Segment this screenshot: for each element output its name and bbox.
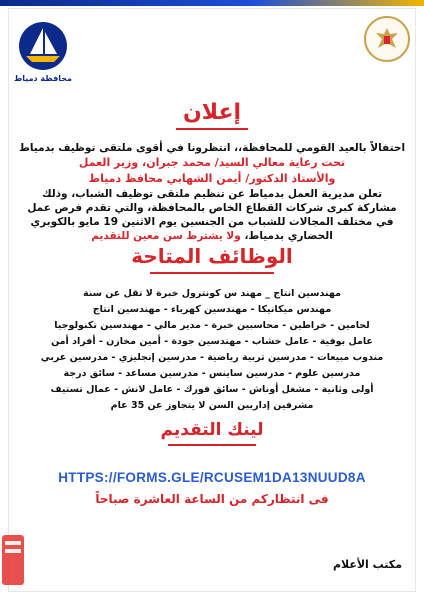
intro-line-6: في مختلف المجالات للشباب من الجنسين يوم الاثنين 19 مايو بالكوبري bbox=[30, 216, 394, 228]
announcement-title: إعلان bbox=[182, 100, 242, 125]
patronage-line-1: تحت رعاية معالي السيد/ محمد جبران، وزير العمل bbox=[78, 156, 346, 169]
media-office-signature: مكتب الأعلام bbox=[332, 558, 402, 571]
job-line: مشرفين إداريين السن لا يتجاوز عن 35 عام bbox=[110, 400, 314, 411]
job-line: مهندس ميكانيكا - مهندسين كهرباء - مهندسين انتاج bbox=[92, 304, 332, 315]
egypt-eagle-emblem bbox=[364, 16, 410, 62]
job-line: مندوب مبيعات - مدرسين تربية رياضية - مدرسين إنجليزي - مدرسين عربي bbox=[40, 352, 384, 363]
application-url-link[interactable]: HTTPS://FORMS.GLE/RCUSEM1DA13NUUD8A bbox=[58, 470, 366, 485]
job-line: عامل بوفية - عامل خشاب - مهندسين جودة - أمين مخازن - أفراد أمن bbox=[51, 336, 373, 347]
no-age-limit-note: ولا يشترط سن معين للتقديم bbox=[91, 230, 241, 242]
intro-line-4: تعلن مديرية العمل بدمياط عن تنظيم ملتقى توظيف الشباب، وذلك bbox=[41, 188, 383, 200]
available-jobs-title: الوظائف المتاحة bbox=[131, 244, 293, 268]
governorate-label: محافظة دمياط bbox=[13, 74, 73, 83]
job-line: أولى وثانية - مشغل أوناش - سائق فورك - عامل لانش - عمال تستيف bbox=[50, 384, 374, 395]
site-watermark bbox=[2, 535, 24, 585]
intro-line-5: مشاركة كبرى شركات القطاع الخاص بالمحافظة، والتي تقدم فرص عمل bbox=[27, 202, 397, 214]
waiting-note: فى انتظاركم من الساعة العاشرة صباحاً bbox=[95, 492, 329, 506]
jobs-underline bbox=[150, 272, 274, 274]
patronage-line-2: والأستاذ الدكتور/ أيمن الشهابي محافظ دمياط bbox=[88, 172, 336, 185]
intro-line-1: احتفالاً بالعيد القومي للمحافظة،، انتظرونا في أقوى ملتقى توظيف بدمياط bbox=[18, 142, 406, 154]
intro-line-7 bbox=[0, 230, 424, 242]
venue-text: الحضاري بدمياط، bbox=[244, 230, 333, 242]
link-underline bbox=[168, 444, 256, 446]
title-underline bbox=[176, 128, 248, 130]
top-color-stripe bbox=[0, 0, 424, 6]
job-line: لحامين - خراطين - محاسبين خبرة - مدير مالي - مهندسين تكنولوجيا bbox=[54, 320, 370, 331]
job-line: مدرسين علوم - مدرسين ساينس - مدرسين مساعد - سائق درجة bbox=[63, 368, 361, 379]
job-line: مهندسين انتاج _ مهند س كونترول خبرة لا تقل عن سنة bbox=[82, 288, 342, 299]
application-link-title: لينك التقديم bbox=[160, 420, 264, 440]
